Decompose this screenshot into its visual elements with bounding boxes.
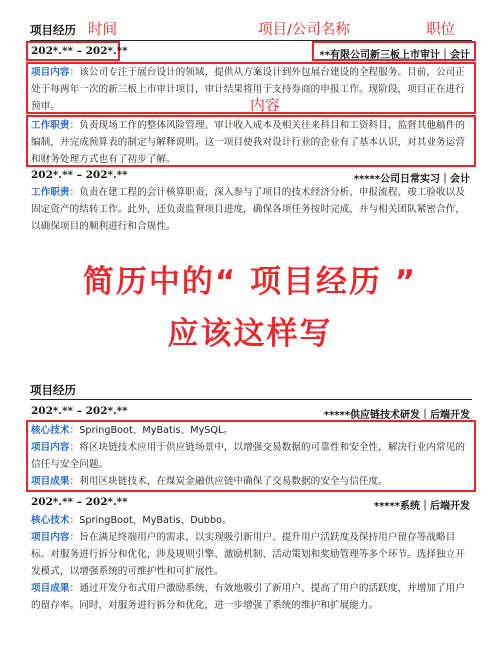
headline-line-2: 应该这样写 [167,316,333,352]
entry-date: 202*.** – 202*.** [31,496,128,508]
headline-line-1: 简历中的“ 项目经历 ” [82,264,418,300]
section-title-top: 项目经历 [30,23,76,37]
tech-label: 核心技术 [31,425,70,436]
tech-paragraph [31,512,472,529]
entry-date: 202*.** – 202*.** [31,45,128,57]
section-title-bottom: 项目经历 [30,383,76,397]
label-time: 时间 [88,22,117,38]
entry-date: 202*.** – 202*.** [31,169,128,181]
project-content-label: 项目内容 [31,67,70,78]
entry-company: *****系统｜后端开发 [373,501,470,512]
tech-paragraph [31,422,472,439]
project-content-text: ：旨在满足终端用户的需求，以实现吸引新用户、提升用户活跃度及保持用户留存等战略目标。对服务进行拆分和优化，涉及规则引擎、激励机制、活动策划和奖励管理等多个环节。选择独立开发模式，以增强系统的可维护性和可扩展性。 [31,532,465,577]
duty-text: ：负责在建工程的会计核算职责，深入参与了项目的技术经济分析、申报流程、竣工验收以及固定资产的结转工作。此外，还负责监督项目进度，确保各项任务按时完成，并与相关团队紧密合作，以确保项目的顺利进行和合规性。 [31,187,465,232]
result-label: 项目成果 [31,476,70,487]
project-content-text: ：将区块链技术应用于供应链场景中，以增强交易数据的可靠性和安全性，解决行业内常见的信任与安全问题。 [31,442,465,470]
result-paragraph [31,473,472,490]
entry-company: *****公司日常实习｜会计 [353,174,470,185]
result-text: ：通过开发分布式用户激励系统，有效地吸引了新用户、提高了用户的活跃度，并增加了用户的留存率。同时，对服务进行拆分和优化，进一步增强了系统的维护和扩展能力。 [31,583,465,611]
result-paragraph [31,580,472,614]
label-position: 职位 [426,22,455,38]
project-content-text: ：该公司专注于展台设计的领域，提供从方案设计到外包展台建设的全程服务。目前，公司正处于每两年一次的新三板上市审计项目，审计结果将用于支持券商的申报工作。现阶段，项目正在进行预审。 [31,67,465,112]
project-content-paragraph [31,439,472,473]
duty-label: 工作职责 [31,120,70,131]
label-project-name: 项目/公司名称 [258,22,350,38]
duty-paragraph [31,184,472,235]
tech-text: ：SpringBoot、MyBatis、Dubbo。 [69,515,232,526]
tech-label: 核心技术 [31,515,70,526]
entry-company: *****供应链技术研发｜后端开发 [323,410,470,421]
tech-text: ：SpringBoot、MyBatis、MySQL。 [69,425,234,436]
result-text: ：利用区块链技术，在煤炭金融供应链中确保了交易数据的安全与信任度。 [69,476,388,487]
entry-company: **有限公司新三板上市审计｜会计 [319,50,470,61]
project-content-label: 项目内容 [31,532,70,543]
divider-bottom [30,399,472,400]
duty-paragraph [31,117,472,168]
project-content-label: 项目内容 [31,442,70,453]
label-content: 内容 [250,96,281,114]
result-label: 项目成果 [31,583,70,594]
duty-text: ：负责现场工作的整体风险管理、审计收入成本及相关往来科目和工资科目，监督其他稿件的编制，并完成预算表的制定与解释说明。这一项目使我对设计行业的企业有了基本认识，对其业务运营和财务处理方式也有了初步了解。 [31,120,465,165]
project-content-paragraph [31,529,472,580]
duty-label: 工作职责 [31,187,70,198]
project-content-paragraph [31,64,472,115]
entry-date: 202*.** – 202*.** [31,405,128,417]
